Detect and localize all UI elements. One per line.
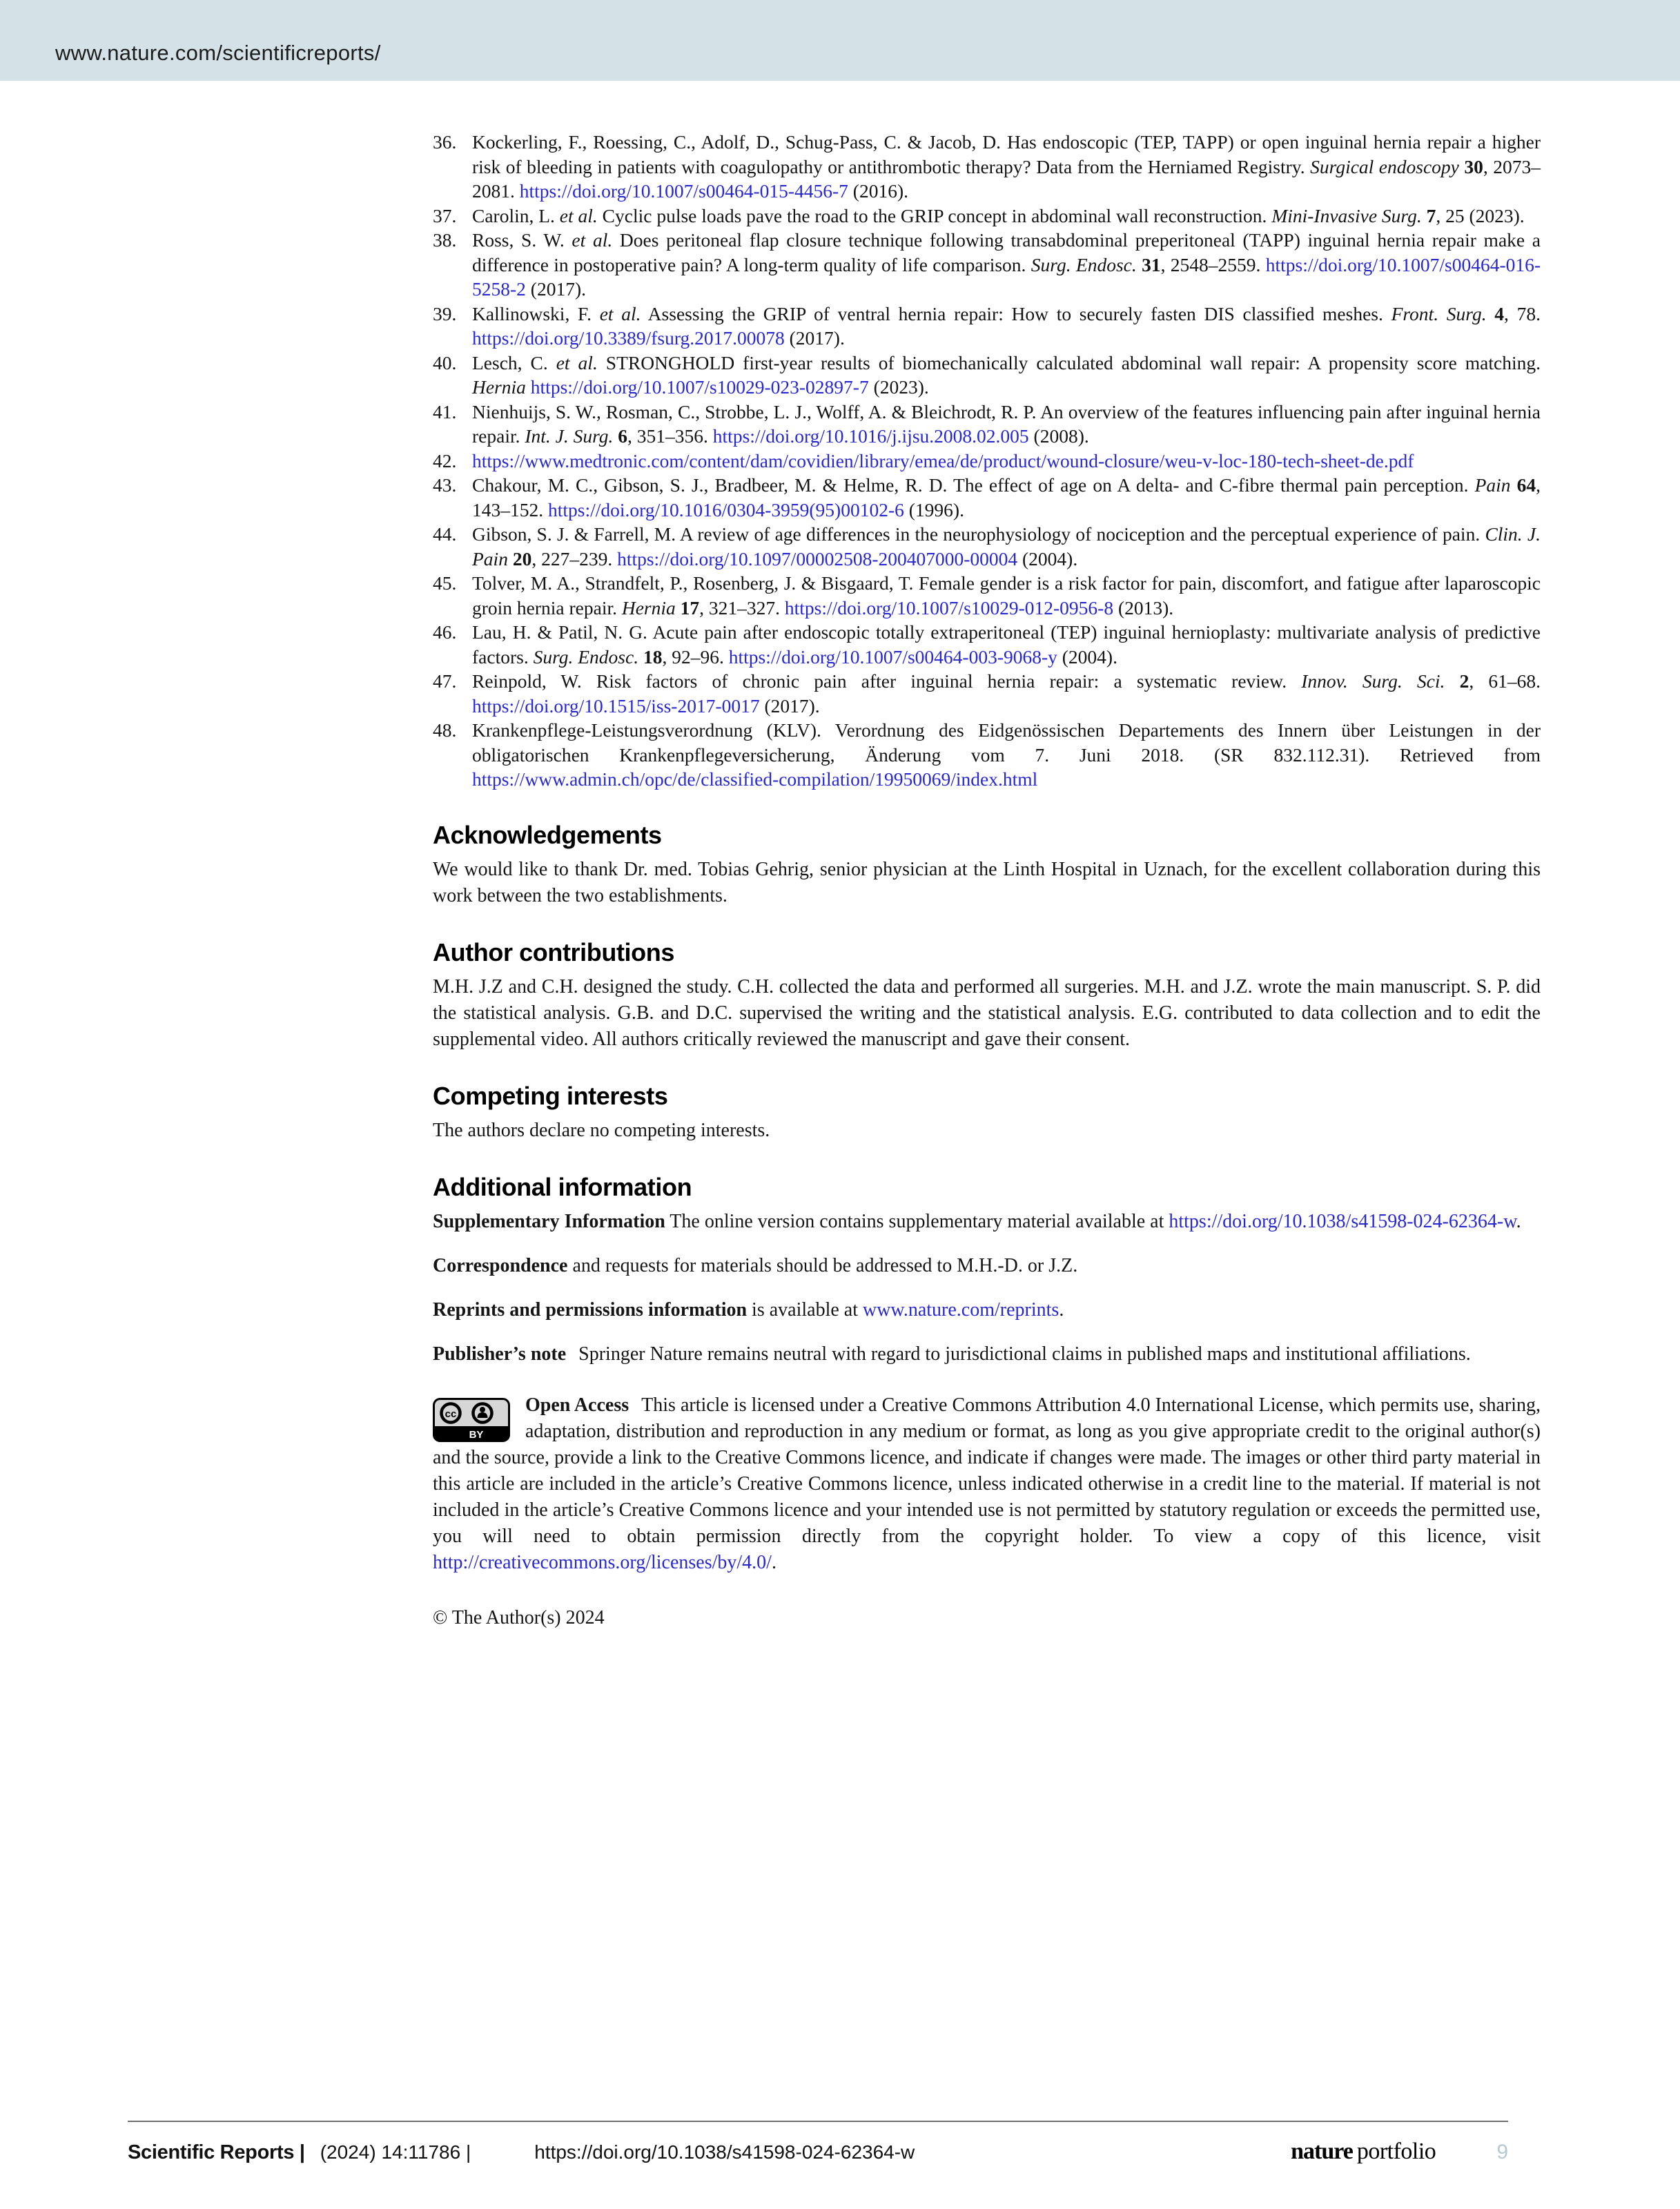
text-segment: (2017). [759,694,820,717]
text-segment: STRONGHOLD first-year results of biomechanically calculated abdominal wall repair: A propensity score matching. [597,351,1541,373]
text-segment: This article is licensed under a Creative Commons Attribution 4.0 International License, which permits use, sharing, adaptation, distribution and reproduction in any medium or format, as long as you give appropriate credit to the original author(s) and the source, provide a link to the Creative Commons licence, and indicate if changes were made. The images or other third party material in this article are included in the article’s Creative Commons licence, unless indicated otherwise in a credit line to the material. If material is not included in the article’s Creative Commons licence and your intended use is not permitted by statutory regulation or exceeds the permitted use, you will need to obtain permission directly from the copyright holder. To view a copy of this licence, visit [433,1394,1541,1547]
text-segment: Does peritoneal flap closure technique following transabdominal preperitoneal (TAPP) inguinal hernia repair make a difference in postoperative pain? A long-term quality of life comparison. [472,229,1541,275]
text-segment: 20 [512,547,532,570]
site-header [0,0,1680,81]
hyperlink[interactable]: https://doi.org/10.1097/00002508-200407000-00004 [617,547,1018,570]
brand-nature: nature [1291,2139,1353,2164]
footer-row [128,2139,1508,2165]
reference-number: 41. [433,400,457,422]
article-content [433,130,1541,1631]
text-segment: Mini-Invasive Surg. [1271,204,1427,226]
reference-text [472,621,1541,668]
text-segment: 2 [1459,670,1469,692]
section-heading-additional-information: Additional information [433,1172,692,1201]
hyperlink[interactable]: https://doi.org/10.1007/s00464-016-5258-2 [472,253,1541,300]
text-segment: Tolver, M. A., Strandfelt, P., Rosenberg, J. & Bisgaard, T. Female gender is a risk factor for pain, discomfort, and fatigue after laparoscopic groin hernia repair. [472,572,1541,619]
text-segment: Clin. J. Pain [472,523,1541,570]
hyperlink[interactable]: https://doi.org/10.1007/s10029-023-02897-7 [530,376,869,398]
text-segment: 4 [1494,302,1505,324]
journal-name: Scientific Reports | [128,2141,305,2163]
text-segment: Supplementary Information [433,1210,665,1232]
section-heading-acknowledgements: Acknowledgements [433,820,662,849]
text-segment: , 351–356. [627,425,713,447]
text-segment: 18 [643,645,663,668]
text-segment: The online version contains supplementary material available at [665,1210,1169,1232]
text-segment: Innov. Surg. Sci. [1301,670,1460,692]
text-segment: Assessing the GRIP of ventral hernia repair: How to securely fasten DIS classified meshes. [641,302,1391,324]
footer-divider [128,2121,1508,2122]
supplementary-information-text [433,1209,1541,1235]
reference-number: 45. [433,572,457,594]
page-footer [128,2121,1508,2165]
reference-item [433,302,1541,351]
competing-interests-text [433,1118,1541,1144]
hyperlink[interactable]: https://doi.org/10.1515/iss-2017-0017 [472,694,760,717]
text-segment: Front. Surg. [1391,302,1495,324]
reference-number: 38. [433,229,457,251]
reference-number: 39. [433,302,457,324]
reference-number: 40. [433,351,457,373]
text-segment: and requests for materials should be addressed to M.H.-D. or J.Z. [567,1254,1078,1276]
text-segment: et al. [556,351,598,373]
reference-text [472,572,1541,619]
text-segment: . [771,1551,776,1573]
hyperlink[interactable]: https://www.admin.ch/opc/de/classified-compilation/19950069/index.html [472,768,1038,790]
nature-portfolio-logo [1291,2139,1436,2165]
reference-text [472,205,1525,226]
text-segment: (2004). [1057,645,1117,668]
reference-item [433,718,1541,792]
reference-number: 46. [433,621,457,643]
text-segment: Correspondence [433,1254,568,1276]
text-segment: Gibson, S. J. & Farrell, M. A review of age differences in the neurophysiology of nociception and the perceptual experience of pain. [472,523,1485,545]
copyright-line: © The Author(s) 2024 [433,1606,605,1628]
text-segment: 30 [1464,155,1483,177]
reference-item [433,620,1541,669]
text-segment: is available at [747,1298,863,1321]
text-segment: (2017). [525,278,586,300]
reference-number: 42. [433,449,457,471]
reference-item [433,522,1541,571]
reference-number: 37. [433,204,457,226]
text-segment: Publisher’s note [433,1343,567,1365]
text-segment: We would like to thank Dr. med. Tobias Gehrig, senior physician at the Linth Hospital in Uznach, for the excellent collaboration during this work between the two establishments. [433,858,1541,906]
hyperlink[interactable]: https://www.medtronic.com/content/dam/covidien/library/emea/de/product/wound-closure/weu-v-loc-180-tech-sheet-de.pdf [472,449,1414,471]
text-segment: et al. [559,204,598,226]
reference-text [472,401,1541,447]
text-segment: , 2073–2081. [472,155,1541,202]
reference-number: 43. [433,474,457,496]
reference-text [472,229,1541,300]
text-segment: Chakour, M. C., Gibson, S. J., Bradbeer, M. & Helme, R. D. The effect of age on A delta- and C-fibre thermal pain perception. [472,474,1475,496]
publishers-note-text [433,1341,1541,1368]
reference-text [472,352,1541,398]
hyperlink[interactable]: http://creativecommons.org/licenses/by/4.0/ [433,1551,772,1573]
open-access-paragraph [433,1392,1541,1576]
hyperlink[interactable]: https://doi.org/10.1016/0304-3959(95)00102-6 [548,498,904,520]
text-segment: Hernia [621,596,681,619]
text-segment: 17 [680,596,700,619]
text-segment: , 2548–2559. [1160,253,1266,275]
reference-text [472,450,1414,471]
reference-text [472,131,1541,202]
text-segment: Kallinowski, F. [472,302,600,324]
text-segment: , 92–96. [662,645,729,668]
article-doi: https://doi.org/10.1038/s41598-024-62364-w [534,2141,915,2163]
hyperlink[interactable]: https://doi.org/10.1007/s10029-012-0956-8 [784,596,1114,619]
text-segment: Hernia [472,376,531,398]
open-access-text [433,1394,1541,1573]
hyperlink[interactable]: https://doi.org/10.1038/s41598-024-62364-w [1169,1210,1516,1232]
reference-text [472,474,1541,520]
text-segment: . [1516,1210,1521,1232]
reference-number: 48. [433,719,457,741]
text-segment: et al. [572,229,613,251]
text-segment: Lau, H. & Patil, N. G. Acute pain after endoscopic totally extraperitoneal (TEP) inguinal hernioplasty: multivariate analysis of predictive factors. [472,621,1541,668]
reference-text [472,523,1541,570]
reference-item [433,228,1541,302]
text-segment: (2016). [848,180,908,202]
section-heading-author-contributions: Author contributions [433,937,674,966]
by-label: BY [469,1428,484,1441]
text-segment: 6 [618,425,628,447]
text-segment: Int. J. Surg. [525,425,618,447]
text-segment: Carolin, L. [472,204,560,226]
reference-number: 47. [433,670,457,692]
text-segment: Kockerling, F., Roessing, C., Adolf, D., Schug-Pass, C. & Jacob, D. Has endoscopic (TEP, TAPP) or open inguinal hernia repair a higher risk of bleeding in patients with coagulopathy or antithrombotic therapy? Data from the Herniamed Registry. [472,131,1541,177]
reprints-text [433,1297,1541,1323]
hyperlink[interactable]: https://doi.org/10.1007/s00464-015-4456-7 [519,180,848,202]
text-segment: Ross, S. W. [472,229,572,251]
reference-text [472,670,1541,717]
author-contributions-text [433,974,1541,1053]
text-segment: 7 [1426,204,1436,226]
text-segment: , 227–239. [531,547,618,570]
reference-item [433,204,1541,228]
journal-url: www.nature.com/scientificreports/ [55,41,381,65]
text-segment: , 25 (2023). [1436,204,1525,226]
text-segment: 31 [1142,253,1161,275]
reference-item [433,130,1541,204]
reference-item [433,473,1541,522]
citation-info: (2024) 14:11786 | [320,2141,471,2163]
text-segment: The authors declare no competing interests. [433,1119,770,1141]
text-segment: Cyclic pulse loads pave the road to the GRIP concept in abdominal wall reconstruction. [597,204,1272,226]
cc-glyph: cc [445,1408,457,1420]
text-segment: Reinpold, W. Risk factors of chronic pain after inguinal hernia repair: a systematic review. [472,670,1302,692]
page-number: 9 [1496,2141,1508,2163]
text-segment: (2023). [868,376,929,398]
hyperlink[interactable]: https://doi.org/10.3389/fsurg.2017.00078 [472,327,785,349]
text-segment: . [1059,1298,1064,1321]
text-segment: Surg. Endosc. [1031,253,1142,275]
reference-list [433,130,1541,792]
text-segment: et al. [599,302,641,324]
reference-number: 44. [433,523,457,545]
reference-item [433,351,1541,400]
reference-item [433,571,1541,620]
text-segment: M.H. J.Z and C.H. designed the study. C.H. collected the data and performed all surgeries. M.H. and J.Z. wrote the main manuscript. S. P. did the statistical analysis. G.B. and D.C. supervised the writing and the statistical analysis. E.G. contributed to data collection and to edit the supplemental video. All authors critically reviewed the manuscript and gave their consent. [433,975,1541,1050]
reference-item [433,669,1541,718]
text-segment: , 61–68. [1469,670,1541,692]
reference-item [433,449,1541,474]
text-segment: (1996). [904,498,964,520]
text-segment: Nienhuijs, S. W., Rosman, C., Strobbe, L. J., Wolff, A. & Bleichrodt, R. P. An overview of the features influencing pain after inguinal hernia repair. [472,400,1541,447]
text-segment: (2004). [1017,547,1078,570]
text-segment: , 78. [1504,302,1541,324]
reference-text [472,719,1541,790]
acknowledgements-text [433,857,1541,909]
text-segment: Lesch, C. [472,351,556,373]
text-segment: Reprints and permissions information [433,1298,748,1321]
text-segment: Pain [1474,474,1517,496]
text-segment: , 143–152. [472,474,1541,520]
section-heading-competing-interests: Competing interests [433,1081,668,1110]
reference-item [433,400,1541,449]
correspondence-text [433,1253,1541,1279]
text-segment: (2008). [1028,425,1089,447]
text-segment: 64 [1516,474,1536,496]
reference-number: 36. [433,131,457,153]
text-segment: , 321–327. [699,596,785,619]
text-segment: Krankenpflege-Leistungsverordnung (KLV). Verordnung des Eidgenössischen Departements des Innern über Leistungen in der obligatorischen Krankenpflegeversicherung, Änderung vom 7. Juni 2018. (SR 832.112.31). Retrieved from [472,719,1541,766]
text-segment: Surg. Endosc. [533,645,643,668]
text-segment: (2017). [784,327,845,349]
text-segment: (2013). [1113,596,1174,619]
text-segment: Open Access [525,1394,629,1416]
reference-text [472,303,1541,349]
cc-by-badge-icon [433,1398,510,1442]
text-segment: Surgical endoscopy [1310,155,1465,177]
hyperlink[interactable]: www.nature.com/reprints [862,1298,1059,1321]
brand-portfolio: portfolio [1356,2139,1436,2164]
hyperlink[interactable]: https://doi.org/10.1016/j.ijsu.2008.02.005 [712,425,1029,447]
hyperlink[interactable]: https://doi.org/10.1007/s00464-003-9068-y [728,645,1057,668]
text-segment: Springer Nature remains neutral with regard to jurisdictional claims in published maps and institutional affiliations. [578,1343,1471,1365]
